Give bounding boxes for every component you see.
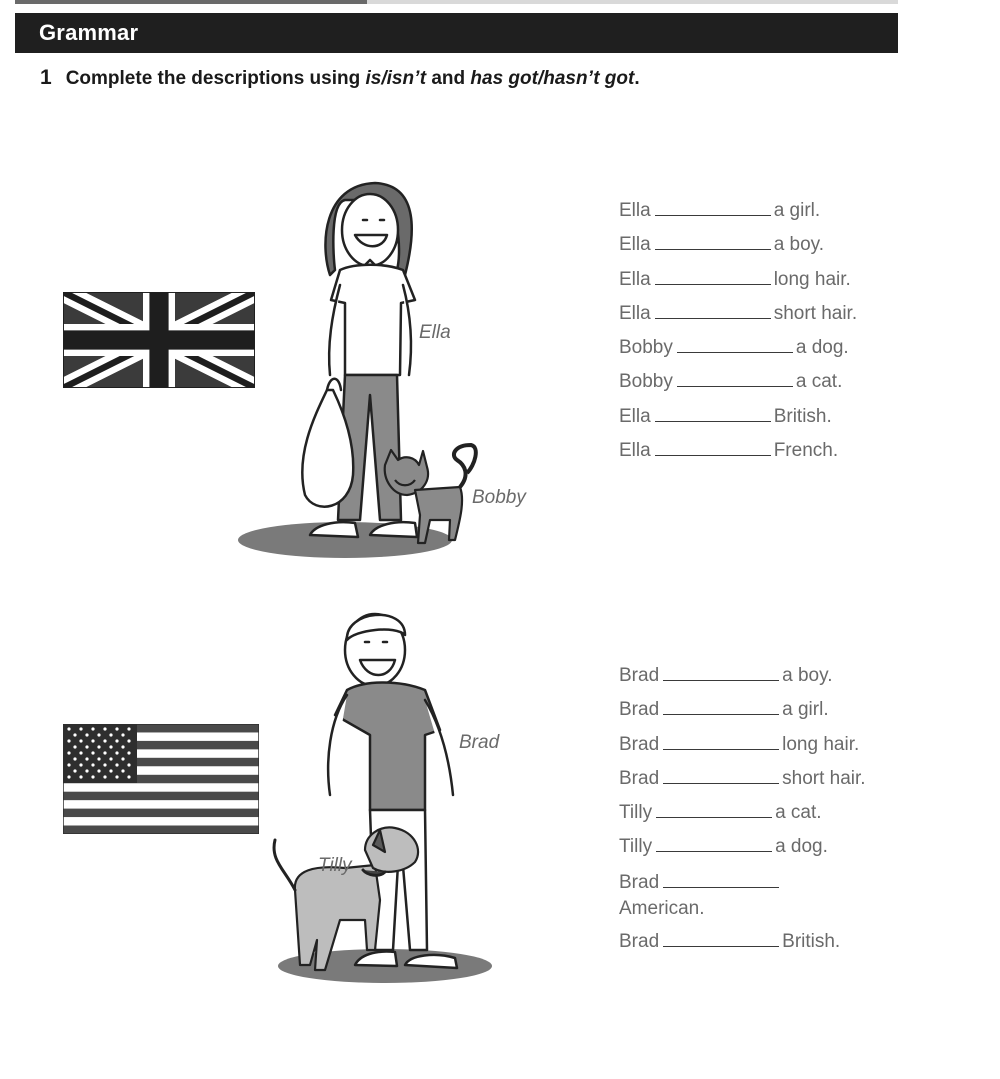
sentence-row <box>619 336 857 370</box>
sentence-row <box>619 767 879 801</box>
sentence-ending: a dog. <box>795 337 849 359</box>
sentence-row <box>619 370 857 404</box>
answer-blank[interactable] <box>655 420 771 422</box>
answer-blank[interactable] <box>663 679 779 681</box>
answer-blank[interactable] <box>663 945 779 947</box>
sentence-row <box>619 233 857 267</box>
top-rule-accent <box>15 0 367 4</box>
sentence-subject: Bobby <box>619 337 673 359</box>
answer-blank[interactable] <box>663 748 779 750</box>
sentence-subject: Brad <box>619 767 660 789</box>
sentence-row <box>619 405 857 439</box>
sentence-row <box>619 733 879 767</box>
brad-and-dog-illustration <box>255 600 545 990</box>
answer-blank[interactable] <box>655 454 771 456</box>
section-banner <box>15 13 898 53</box>
uk-flag-icon <box>63 292 255 388</box>
sentence-ending: a girl. <box>782 699 829 721</box>
sentence-subject: Tilly <box>619 836 653 858</box>
sentence-ending: long hair. <box>782 733 860 755</box>
sentence-row <box>619 302 857 336</box>
answer-blank[interactable] <box>656 850 772 852</box>
sentence-row <box>619 698 879 732</box>
ella-and-cat-illustration <box>235 175 535 570</box>
sentence-ending: a dog. <box>775 836 828 858</box>
sentence-ending: short hair. <box>773 302 858 324</box>
sentence-row <box>619 870 879 930</box>
answer-blank[interactable] <box>655 214 771 216</box>
answer-blank[interactable] <box>655 248 771 250</box>
sentence-row <box>619 930 879 964</box>
sentence-ending: long hair. <box>773 268 851 290</box>
answer-blank[interactable] <box>663 713 779 715</box>
sentence-subject: Bobby <box>619 371 673 393</box>
sentence-subject: Brad <box>619 871 660 893</box>
sentence-row <box>619 801 879 835</box>
sentence-ending: a girl. <box>773 200 821 221</box>
sentence-ending: a cat. <box>795 371 843 393</box>
instruction-text-2: and <box>426 68 471 89</box>
answer-blank[interactable] <box>655 283 771 285</box>
instruction-has-got: has got/hasn’t got <box>470 68 635 89</box>
sentence-row <box>619 439 857 473</box>
sentence-subject: Brad <box>619 665 660 686</box>
answer-blank[interactable] <box>663 886 779 888</box>
sentence-subject: Brad <box>619 930 660 952</box>
sentence-subject: Brad <box>619 699 660 721</box>
answer-blank[interactable] <box>663 782 779 784</box>
ella-label: Ella <box>419 322 451 343</box>
sentence-ending: a boy. <box>773 234 825 256</box>
sentence-row <box>619 835 879 869</box>
sentence-subject: Ella <box>619 200 651 221</box>
answer-blank[interactable] <box>677 351 793 353</box>
us-flag-icon <box>63 724 259 834</box>
sentence-ending: French. <box>773 440 839 462</box>
sentence-subject: Ella <box>619 302 651 324</box>
sentence-ending: American. <box>619 897 705 919</box>
sentence-subject: Brad <box>619 733 660 755</box>
answer-blank[interactable] <box>656 816 772 818</box>
sentence-ending: a cat. <box>775 802 822 824</box>
sentence-subject: Ella <box>619 234 651 256</box>
section-title: Grammar <box>39 20 139 45</box>
sentence-row <box>619 664 879 698</box>
exercise-instruction <box>40 66 640 90</box>
tilly-label: Tilly <box>318 855 352 876</box>
sentence-subject: Ella <box>619 405 651 427</box>
sentence-row <box>619 268 857 302</box>
sentence-row <box>619 199 857 233</box>
sentence-ending: short hair. <box>782 767 866 789</box>
brad-label: Brad <box>459 732 500 753</box>
sentences-group-2 <box>619 664 879 964</box>
sentence-ending: a boy. <box>782 665 833 686</box>
sentence-subject: Ella <box>619 268 651 290</box>
instruction-is-isnt: is/isn’t <box>365 68 427 89</box>
bobby-label: Bobby <box>472 487 526 508</box>
answer-blank[interactable] <box>677 385 793 387</box>
answer-blank[interactable] <box>655 317 771 319</box>
instruction-text-1: Complete the descriptions using <box>65 68 366 89</box>
instruction-text-3: . <box>634 68 640 89</box>
sentences-group-1 <box>619 199 857 473</box>
sentence-ending: British. <box>782 930 841 952</box>
sentence-ending: British. <box>773 405 832 427</box>
exercise-number: 1 <box>40 66 52 89</box>
sentence-subject: Ella <box>619 440 651 462</box>
sentence-subject: Tilly <box>619 802 653 824</box>
